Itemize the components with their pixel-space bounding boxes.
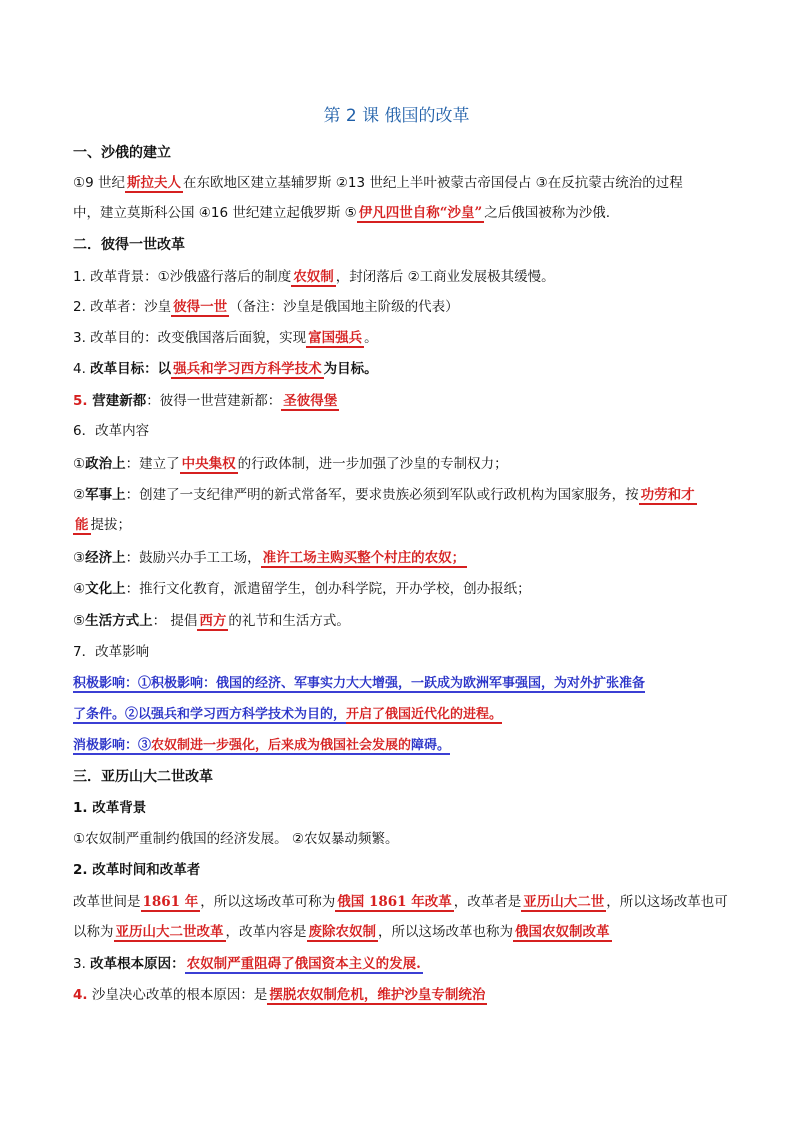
s2-item-6: 6．改革内容 — [73, 423, 150, 439]
s3-time-line-1 — [73, 892, 733, 912]
section-heading-1: 一、沙俄的建立 — [73, 145, 171, 161]
answer-1861: 1861 年 — [142, 894, 199, 910]
answer-merit: 功劳和才 — [640, 487, 695, 503]
text: ，所以这场改革也可 — [606, 894, 728, 910]
answer-abolish-serfdom: 废除农奴制 — [308, 924, 376, 940]
text: 的礼节和生活方式。 — [228, 613, 350, 629]
text: ① — [73, 456, 86, 472]
text: ：创建了一支纪律严明的新式常备军，要求贵族必须到军队或行政机构为国家服务，按 — [125, 487, 639, 503]
text: ⑤ — [73, 613, 86, 629]
answer-serf-reform: 俄国农奴制改革 — [515, 924, 610, 940]
text: ：建立了 — [125, 456, 180, 472]
text: 政治上 — [85, 456, 126, 472]
text: ：鼓励兴办手工工场， — [125, 550, 261, 566]
text: 障碍 — [411, 738, 438, 753]
text: 改革目标：以 — [90, 361, 172, 377]
text: 积极影响：①积极影响：俄国的经济、军事实力大大增强，一跃成为欧洲军事强国，为对外扩张准备 — [73, 676, 646, 691]
text: 开启了俄国近代化的进程。 — [346, 707, 503, 722]
page-title: 第 2 课 俄国的改革 — [323, 106, 470, 126]
answer-slavs: 斯拉夫人 — [126, 175, 181, 191]
text: （备注：沙皇是俄国地主阶级的代表） — [229, 299, 459, 315]
s2-item-4 — [73, 359, 733, 379]
s2-item-1 — [73, 267, 733, 287]
s3-item-2: 2. 改革时间和改革者 — [73, 862, 201, 878]
text: 营建新都 — [87, 393, 147, 409]
text: 。 — [437, 738, 451, 753]
text: 之后俄国被称为沙俄. — [484, 205, 611, 221]
text: 3. 改革目的：改变俄国落后面貌，实现 — [73, 330, 307, 346]
item-number: 4. — [73, 987, 88, 1003]
text: 中，建立莫斯科公国 ④16 世纪建立起俄罗斯 ⑤ — [73, 205, 357, 221]
s3-time-line-2 — [73, 922, 733, 942]
content-economy — [73, 548, 733, 568]
text: 生活方式上 — [85, 613, 153, 629]
text: ：推行文化教育，派遣留学生，创办科学院，开办学校，创办报纸； — [125, 581, 531, 597]
text: ： 提倡 — [152, 613, 198, 629]
answer-root-cause: 农奴制严重阻碍了俄国资本主义的发展. — [186, 956, 421, 972]
text: 提拔； — [90, 517, 131, 533]
text: 文化上 — [85, 581, 126, 597]
text: 消极影响：③ — [73, 738, 152, 753]
text: 为目标。 — [323, 361, 378, 377]
s3-item-3 — [73, 954, 733, 974]
text: 。 — [364, 330, 378, 346]
answer-reform-1861: 俄国 1861 年改革 — [337, 894, 452, 910]
text: 经济上 — [85, 550, 126, 566]
s1-line-2 — [73, 203, 733, 223]
text: 在东欧地区建立基辅罗斯 ②13 世纪上半叶被蒙古帝国侵占 ③在反抗蒙古统治的过程 — [182, 175, 683, 191]
s2-item-3 — [73, 328, 733, 348]
content-military — [73, 485, 733, 505]
text: ④ — [73, 581, 86, 597]
s2-item-5 — [73, 391, 733, 411]
text: 的行政体制，进一步加强了沙皇的专制权力； — [237, 456, 508, 472]
answer-st-petersburg: 圣彼得堡 — [283, 393, 338, 409]
section-heading-3: 三．亚历山大二世改革 — [73, 769, 213, 785]
content-politics — [73, 454, 733, 474]
s3-item-4 — [73, 985, 733, 1005]
content-culture — [73, 579, 733, 599]
text: 农奴制进一步强化，后来成为俄国社会发展的 — [151, 738, 412, 753]
text: ①9 世纪 — [73, 175, 125, 191]
text: 了条件。②以强兵和学习西方科学技术为目的， — [73, 707, 347, 722]
text: 改革世间是 — [73, 894, 141, 910]
answer-rich-strong: 富国强兵 — [308, 330, 363, 346]
answer-centralization: 中央集权 — [181, 456, 236, 472]
text: 以称为 — [73, 924, 114, 940]
text: 2. 改革者：沙皇 — [73, 299, 172, 315]
text: 军事上 — [85, 487, 126, 503]
text: ，所以这场改革可称为 — [200, 894, 336, 910]
s3-background: ①农奴制严重制约俄国的经济发展。 ②农奴暴动频繁。 — [73, 831, 399, 847]
answer-peter: 彼得一世 — [173, 299, 228, 315]
text: ，改革者是 — [453, 894, 522, 910]
answer-alexander: 亚历山大二世 — [523, 894, 605, 910]
content-lifestyle — [73, 611, 733, 631]
text: ③ — [73, 550, 86, 566]
answer-goal: 强兵和学习西方科学技术 — [173, 361, 322, 377]
text: ，改革内容是 — [225, 924, 307, 940]
answer-serf-purchase: 准许工场主购买整个村庄的农奴； — [262, 550, 466, 566]
text: ，封闭落后 ②工商业发展极其缓慢。 — [335, 269, 555, 285]
answer-merit-cont: 能 — [75, 517, 89, 533]
text: ② — [73, 487, 86, 503]
s1-line-1 — [73, 173, 733, 193]
content-military-cont — [73, 515, 733, 535]
impact-negative — [73, 736, 733, 756]
impact-positive-2 — [73, 705, 733, 725]
item-number: 5. — [73, 393, 88, 409]
answer-serfdom: 农奴制 — [293, 269, 334, 285]
text: 沙皇决心改革的根本原因：是 — [87, 987, 268, 1003]
answer-alexander-reform: 亚历山大二世改革 — [115, 924, 224, 940]
text: 4. — [73, 361, 91, 377]
text: ：彼得一世营建新都： — [146, 393, 282, 409]
impact-positive-1 — [73, 674, 733, 694]
text: 改革根本原因： — [90, 956, 185, 972]
answer-ivan: 伊凡四世自称“沙皇” — [358, 205, 483, 221]
text: ，所以这场改革也称为 — [378, 924, 513, 940]
text: 3. — [73, 956, 91, 972]
text: 1. 改革背景：①沙俄盛行落后的制度 — [73, 269, 292, 285]
answer-west: 西方 — [199, 613, 227, 629]
s2-item-7: 7．改革影响 — [73, 644, 150, 660]
answer-tsar-reason: 摆脱农奴制危机，维护沙皇专制统治 — [269, 987, 486, 1003]
s3-item-1: 1. 改革背景 — [73, 800, 147, 816]
section-heading-2: 二．彼得一世改革 — [73, 237, 185, 253]
s2-item-2 — [73, 297, 733, 317]
